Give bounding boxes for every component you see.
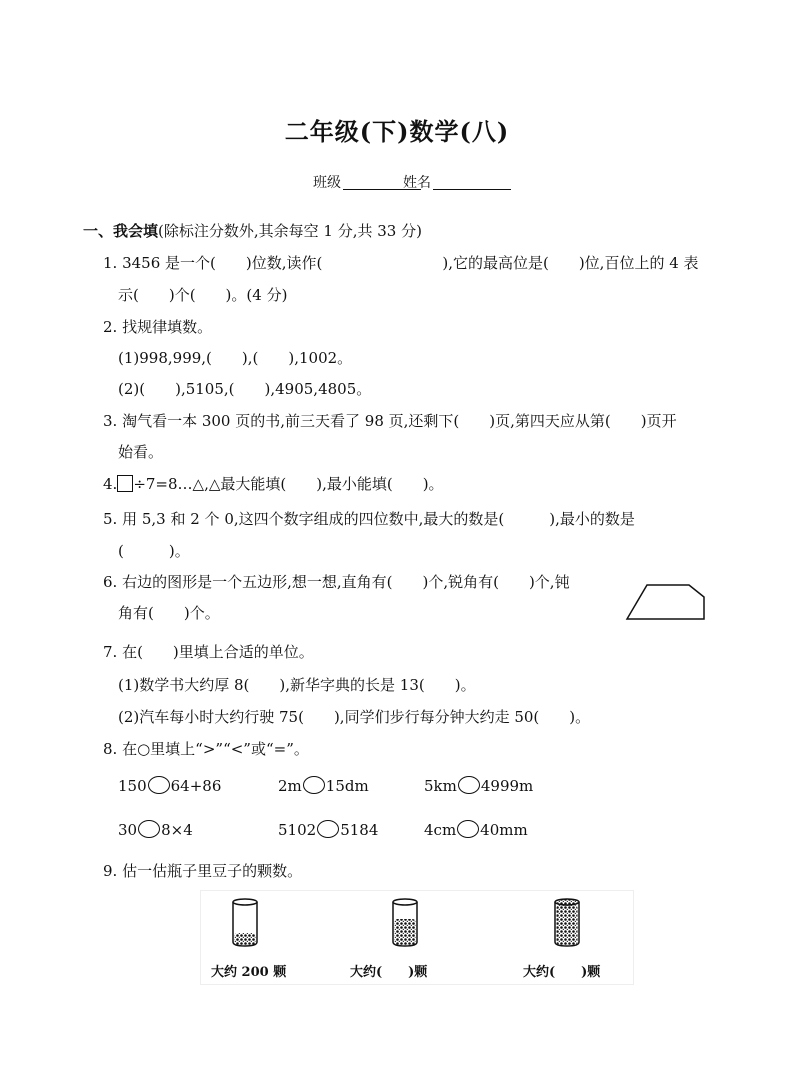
jar-icon xyxy=(393,899,417,946)
q4-number: 4. xyxy=(103,475,118,493)
q1-line1: 1. 3456 是一个( )位数,读作( ),它的最高位是( )位,百位上的 4 表 xyxy=(103,254,699,272)
pentagon-figure xyxy=(624,582,708,622)
section-note: (除标注分数外,其余每空 1 分,共 33 分) xyxy=(158,222,422,240)
compare-circle[interactable] xyxy=(317,820,339,838)
class-label: 班级 xyxy=(313,175,341,191)
q5-line1: 5. 用 5,3 和 2 个 0,这四个数字组成的四位数中,最大的数是( ),最小的数是 xyxy=(103,510,635,528)
section-heading xyxy=(83,220,422,241)
jar-label-2: 大约( )颗 xyxy=(350,965,428,980)
beans-fill xyxy=(557,905,578,945)
q2-line1: 2. 找规律填数。 xyxy=(103,318,213,336)
q3-line1: 3. 淘气看一本 300 页的书,前三天看了 98 页,还剩下( )页,第四天应从第( )页开 xyxy=(103,412,677,430)
q5-line2: ( )。 xyxy=(118,542,190,560)
section-title: 一、我会填 xyxy=(83,222,159,240)
compare-circle[interactable] xyxy=(303,776,325,794)
jar-rim xyxy=(233,899,257,905)
jar-rim xyxy=(393,899,417,905)
blank-square-icon xyxy=(117,475,133,492)
q7-line1: 7. 在( )里填上合适的单位。 xyxy=(103,643,314,661)
jar-label-1: 大约 200 颗 xyxy=(211,965,287,980)
name-blank[interactable] xyxy=(433,175,511,190)
jar-icon xyxy=(555,899,579,946)
q4-text: ÷7=8…△,△最大能填( ),最小能填( )。 xyxy=(133,475,444,493)
jar-label-3: 大约( )颗 xyxy=(523,965,601,980)
jar-rim xyxy=(555,899,579,905)
compare-item: 5102 5184 xyxy=(278,821,379,839)
q2-line3: (2)( ),5105,( ),4905,4805。 xyxy=(118,380,372,398)
q3-line2: 始看。 xyxy=(118,443,164,461)
compare-circle[interactable] xyxy=(148,776,170,794)
jar-icon xyxy=(233,899,257,946)
beans-fill xyxy=(235,933,256,945)
name-field xyxy=(403,172,511,192)
q6-line1: 6. 右边的图形是一个五边形,想一想,直角有( )个,锐角有( )个,钝 xyxy=(103,573,570,591)
compare-item: 150 64+86 xyxy=(118,777,222,795)
compare-item: 2m 15dm xyxy=(278,777,369,795)
page-title: 二年级(下)数学(八) xyxy=(284,117,510,146)
q2-line2: (1)998,999,( ),( ),1002。 xyxy=(118,349,353,367)
compare-circle[interactable] xyxy=(458,776,480,794)
compare-item: 30 8×4 xyxy=(118,821,193,839)
name-label: 姓名 xyxy=(403,175,431,191)
beans-fill xyxy=(395,919,416,945)
q7-line2: (1)数学书大约厚 8( ),新华字典的长是 13( )。 xyxy=(118,676,476,694)
q6-line2: 角有( )个。 xyxy=(118,604,220,622)
q9-line1: 9. 估一估瓶子里豆子的颗数。 xyxy=(103,862,303,880)
compare-item: 4cm 40mm xyxy=(424,821,528,839)
q7-line3: (2)汽车每小时大约行驶 75( ),同学们步行每分钟大约走 50( )。 xyxy=(118,708,591,726)
compare-circle[interactable] xyxy=(138,820,160,838)
q8-line1: 8. 在○里填上“>”“<”或“=”。 xyxy=(103,740,309,758)
compare-item: 5km 4999m xyxy=(424,777,534,795)
compare-circle[interactable] xyxy=(457,820,479,838)
q4-line xyxy=(103,473,444,494)
q1-line2: 示( )个( )。(4 分) xyxy=(118,286,288,304)
